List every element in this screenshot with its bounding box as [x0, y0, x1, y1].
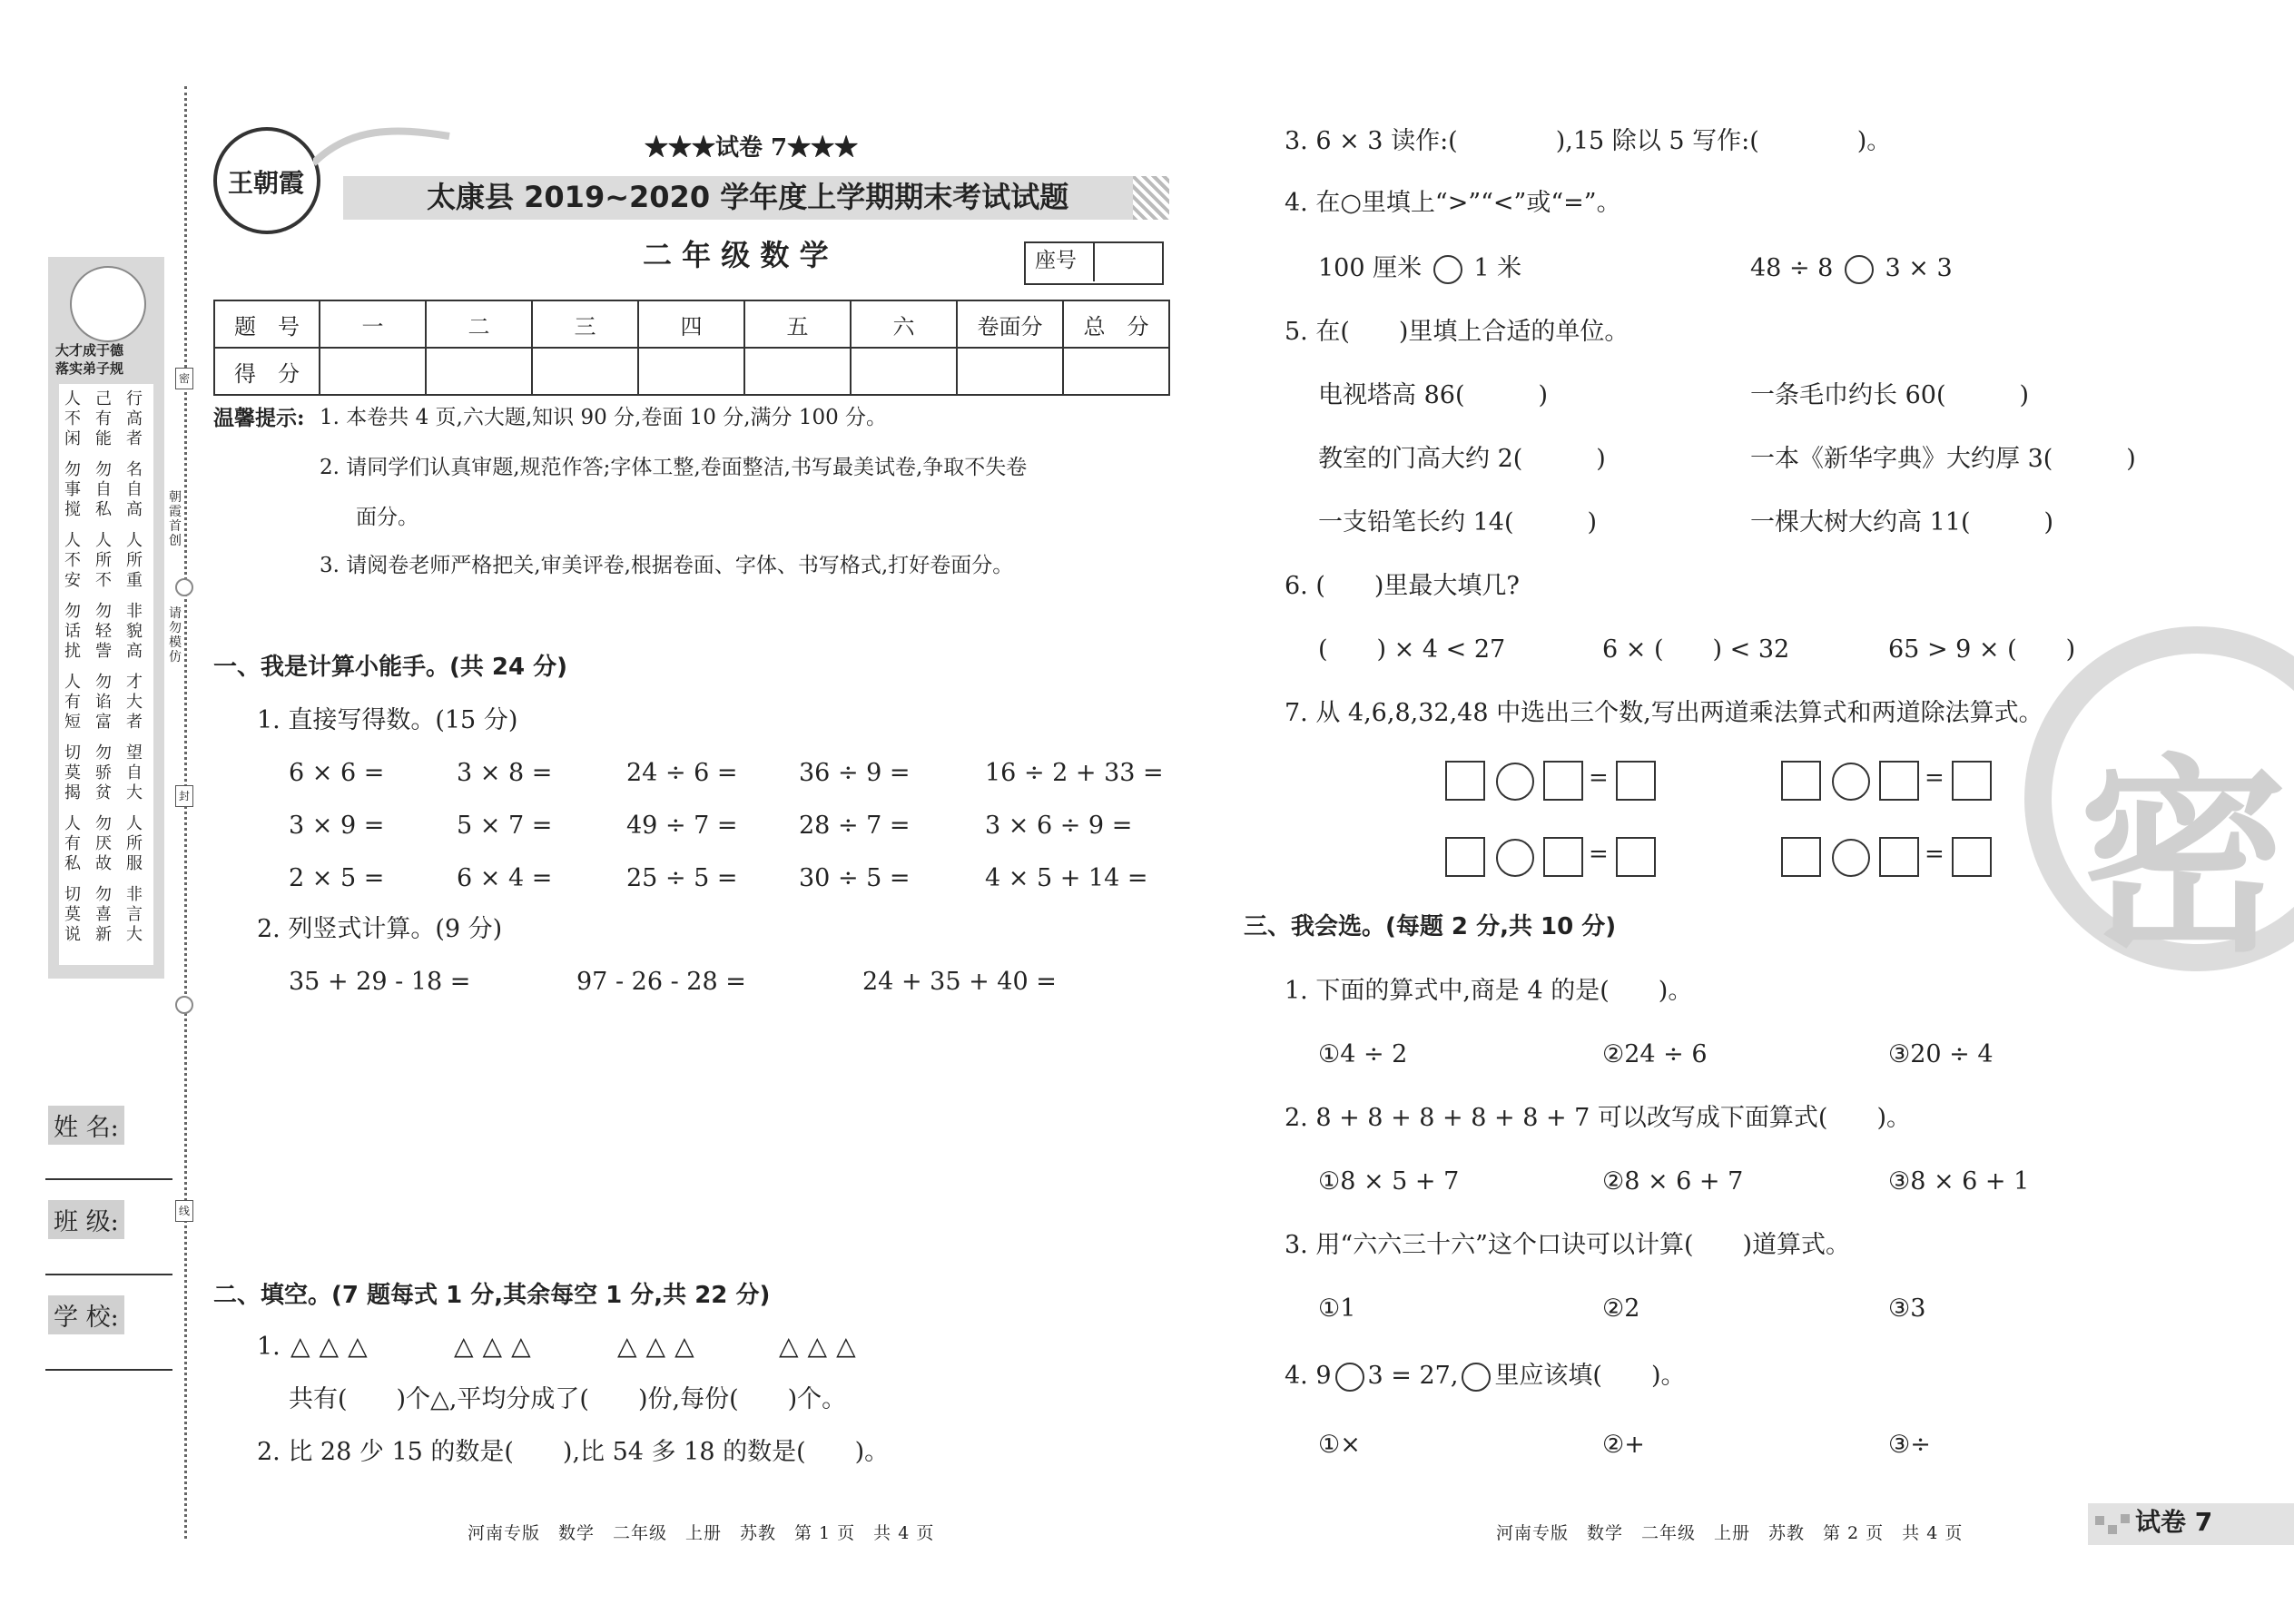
sidebar-motto-panel	[48, 257, 164, 979]
tip-item: 1. 本卷共 4 页,六大题,知识 90 分,卷面 10 分,满分 100 分。	[320, 406, 888, 429]
seal-mark-box: 封	[175, 785, 193, 807]
motto-col: 才大者	[126, 673, 143, 732]
question-text: 7. 从 4,6,8,32,48 中选出三个数,写出两道乘法算式和两道除法算式。	[1285, 699, 2043, 727]
calc-item: 3 × 6 ÷ 9 =	[985, 812, 1133, 840]
exam-title: 太康县 2019~2020 学年度上学期期末考试试题	[427, 180, 1069, 214]
table-cell: 卷面分	[957, 300, 1063, 348]
calc-item: 36 ÷ 9 =	[799, 759, 911, 787]
ribbon-decoration-icon	[313, 109, 458, 172]
choice-option[interactable]: ①×	[1318, 1431, 1361, 1459]
answer-box[interactable]	[1445, 837, 1485, 877]
operator-circle-input[interactable]	[1335, 1363, 1364, 1392]
answer-box[interactable]	[1543, 761, 1583, 801]
compare-left: 48 ÷ 8	[1750, 254, 1834, 282]
name-field-line[interactable]	[45, 1178, 172, 1180]
section-heading: 一、我是计算小能手。(共 24 分)	[213, 654, 568, 681]
answer-box[interactable]	[1781, 837, 1821, 877]
compare-right: 3 × 3	[1885, 254, 1953, 282]
operator-circle-input[interactable]	[1832, 763, 1870, 801]
operator-circle-input[interactable]	[1496, 763, 1534, 801]
answer-box[interactable]	[1879, 837, 1919, 877]
answer-box[interactable]	[1616, 837, 1656, 877]
series-label: ★★★试卷 7★★★	[645, 134, 859, 162]
table-cell: 六	[851, 300, 957, 348]
motto-col: 己有能	[95, 389, 112, 448]
exam-subtitle: 二 年 级 数 学	[643, 238, 829, 272]
class-label: 班 级:	[48, 1200, 124, 1239]
triangle-group: △△△	[779, 1331, 865, 1361]
motto-col: 人所不	[95, 531, 112, 590]
table-cell: 二	[426, 300, 532, 348]
triangle-group: △△△	[617, 1331, 704, 1361]
choice-option[interactable]: ②+	[1602, 1431, 1645, 1459]
question-text	[1285, 1362, 1686, 1392]
tip-item: 2. 请同学们认真审题,规范作答;字体工整,卷面整洁,书写最美试卷,争取不失卷	[320, 456, 1028, 479]
seat-label: 座号	[1035, 249, 1077, 272]
inequality-item: ( ) × 4 < 27	[1318, 635, 1506, 664]
inequality-item: 6 × ( ) < 32	[1602, 635, 1790, 664]
page-footer-right: 河南专版 数学 二年级 上册 苏教 第 2 页 共 4 页	[1496, 1523, 1964, 1543]
scholar-illustration-icon	[70, 266, 146, 342]
score-input-cell[interactable]	[320, 348, 426, 395]
question-text: 3. 用“六六三十六”这个口诀可以计算( )道算式。	[1285, 1231, 1851, 1259]
tip-item: 面分。	[356, 506, 418, 529]
tip-item: 3. 请阅卷老师严格把关,审美评卷,根据卷面、字体、书写格式,打好卷面分。	[320, 554, 1014, 577]
motto-col: 人所服	[126, 814, 143, 873]
choice-option[interactable]: ①4 ÷ 2	[1318, 1040, 1408, 1068]
table-row	[214, 348, 1169, 395]
equals-sign: =	[1589, 764, 1609, 792]
question-number: 1.	[257, 1333, 281, 1361]
table-cell: 一	[320, 300, 426, 348]
score-input-cell[interactable]	[957, 348, 1063, 395]
binding-ring-icon	[175, 996, 193, 1014]
motto-col: 人不闲	[64, 389, 81, 448]
publisher-logo	[213, 127, 320, 234]
answer-box[interactable]	[1879, 761, 1919, 801]
unit-item: 一棵大树大约高 11( )	[1750, 508, 2054, 536]
seat-number-input[interactable]	[1095, 243, 1158, 280]
motto-col: 切莫揭	[64, 743, 81, 802]
choice-option[interactable]: ②8 × 6 + 7	[1602, 1167, 1744, 1196]
motto-col: 勿厌故	[95, 814, 112, 873]
motto-col: 勿谄富	[95, 673, 112, 732]
vertical-calc-item: 97 - 26 - 28 =	[576, 968, 746, 996]
school-field-line[interactable]	[45, 1369, 172, 1371]
calc-item: 2 × 5 =	[289, 864, 385, 892]
table-cell: 得 分	[214, 348, 320, 395]
section-heading: 二、填空。(7 题每式 1 分,其余每空 1 分,共 22 分)	[213, 1282, 771, 1309]
tips-label: 温馨提示:	[213, 406, 305, 430]
table-cell: 题 号	[214, 300, 320, 348]
choice-option[interactable]: ①8 × 5 + 7	[1318, 1167, 1460, 1196]
table-cell: 三	[532, 300, 638, 348]
score-input-cell[interactable]	[532, 348, 638, 395]
motto-col: 勿轻訾	[95, 602, 112, 661]
table-cell: 总 分	[1063, 300, 1169, 348]
operator-circle-input[interactable]	[1832, 839, 1870, 877]
question-text: 4. 在○里填上“>”“<”或“=”。	[1285, 189, 1621, 217]
operator-circle-input[interactable]	[1496, 839, 1534, 877]
table-cell: 四	[638, 300, 744, 348]
motto-col: 人有私	[64, 814, 81, 873]
calc-item: 30 ÷ 5 =	[799, 864, 911, 892]
slogan-bottom: 落实弟子规	[55, 360, 124, 377]
compare-item	[1750, 254, 1953, 284]
unit-item: 一支铅笔长约 14( )	[1318, 508, 1598, 536]
q4-post: 3 = 27,	[1367, 1362, 1459, 1390]
question-text: 3. 6 × 3 读作:( ),15 除以 5 写作:( )。	[1285, 127, 1892, 155]
equals-sign: =	[1925, 841, 1944, 868]
name-label: 姓 名:	[48, 1106, 124, 1145]
operator-circle-icon	[1462, 1363, 1491, 1392]
answer-box[interactable]	[1543, 837, 1583, 877]
question-text: 2. 8 + 8 + 8 + 8 + 8 + 7 可以改写成下面算式( )。	[1285, 1104, 1912, 1132]
compare-right: 1 米	[1473, 254, 1522, 282]
answer-box[interactable]	[1952, 837, 1992, 877]
vertical-note: 朝霞首创	[169, 490, 182, 548]
score-input-cell[interactable]	[638, 348, 744, 395]
q4-pre: 4. 9	[1285, 1362, 1332, 1390]
question-title: 1. 直接写得数。(15 分)	[257, 706, 518, 734]
question-text: 共有( )个△,平均分成了( )份,每份( )个。	[289, 1385, 847, 1413]
calc-item: 49 ÷ 7 =	[626, 812, 738, 840]
motto-col: 非貌高	[126, 602, 143, 661]
calc-item: 24 ÷ 6 =	[626, 759, 738, 787]
calc-item: 25 ÷ 5 =	[626, 864, 738, 892]
slogan-top: 大才成于德	[55, 342, 124, 359]
unit-item: 一条毛巾约长 60( )	[1750, 381, 2030, 409]
question-title: 2. 列竖式计算。(9 分)	[257, 915, 503, 943]
equals-sign: =	[1925, 764, 1944, 792]
score-input-cell[interactable]	[851, 348, 957, 395]
table-row	[214, 300, 1169, 348]
question-text: 2. 比 28 少 15 的数是( ),比 54 多 18 的数是( )。	[257, 1438, 890, 1466]
question-text: 5. 在( )里填上合适的单位。	[1285, 318, 1629, 346]
corner-deco-square	[2095, 1516, 2104, 1525]
seal-mark-box: 密	[175, 368, 193, 389]
motto-col: 勿话扰	[64, 602, 81, 661]
score-input-cell[interactable]	[1063, 348, 1169, 395]
seal-mark-box: 线	[175, 1200, 193, 1222]
corner-label: 试卷 7	[2135, 1507, 2213, 1537]
motto-col: 人有短	[64, 673, 81, 732]
calc-item: 6 × 4 =	[457, 864, 553, 892]
motto-grid	[59, 384, 153, 965]
question-text: 6. ( )里最大填几?	[1285, 572, 1520, 600]
choice-option[interactable]: ③3	[1888, 1294, 1926, 1323]
motto-col: 切莫说	[64, 885, 81, 944]
calc-item: 28 ÷ 7 =	[799, 812, 911, 840]
binding-ring-icon	[175, 578, 193, 596]
class-field-line[interactable]	[45, 1274, 172, 1275]
vertical-note: 请勿模仿	[169, 606, 182, 664]
choice-option[interactable]: ②2	[1602, 1294, 1640, 1323]
calc-item: 16 ÷ 2 + 33 =	[985, 759, 1164, 787]
calc-item: 3 × 9 =	[289, 812, 385, 840]
table-cell: 五	[744, 300, 851, 348]
calc-item: 4 × 5 + 14 =	[985, 864, 1148, 892]
motto-col: 勿喜新	[95, 885, 112, 944]
equals-sign: =	[1589, 841, 1609, 868]
corner-deco-square	[2108, 1525, 2117, 1534]
score-table	[213, 300, 1170, 396]
choice-option[interactable]: ③8 × 6 + 1	[1888, 1167, 2030, 1196]
school-label: 学 校:	[48, 1295, 124, 1334]
motto-col: 勿骄贫	[95, 743, 112, 802]
motto-col: 勿事搅	[64, 460, 81, 519]
vertical-calc-item: 35 + 29 - 18 =	[289, 968, 471, 996]
answer-box[interactable]	[1616, 761, 1656, 801]
choice-option[interactable]: ③20 ÷ 4	[1888, 1040, 1994, 1068]
vertical-calc-item: 24 + 35 + 40 =	[862, 968, 1057, 996]
motto-col: 名自高	[126, 460, 143, 519]
motto-col: 望自大	[126, 743, 143, 802]
unit-item: 一本《新华字典》大约厚 3( )	[1750, 445, 2136, 473]
logo-text: 王朝霞	[228, 168, 305, 198]
choice-option[interactable]: ①1	[1318, 1294, 1356, 1323]
motto-col: 勿自私	[95, 460, 112, 519]
page-footer-left: 河南专版 数学 二年级 上册 苏教 第 1 页 共 4 页	[468, 1523, 935, 1543]
q4-end: 里应该填( )。	[1494, 1362, 1686, 1390]
unit-item: 教室的门高大约 2( )	[1318, 445, 1606, 473]
compare-circle-input[interactable]	[1433, 255, 1462, 284]
choice-option[interactable]: ③÷	[1888, 1431, 1931, 1459]
title-band-pattern	[1133, 176, 1169, 220]
unit-item: 电视塔高 86( )	[1318, 381, 1549, 409]
triangle-group: △△△	[290, 1331, 377, 1361]
motto-col: 行高者	[126, 389, 143, 448]
triangle-group: △△△	[454, 1331, 540, 1361]
calc-item: 6 × 6 =	[289, 759, 385, 787]
calc-item: 3 × 8 =	[457, 759, 553, 787]
section-heading: 三、我会选。(每题 2 分,共 10 分)	[1244, 913, 1617, 940]
inequality-item: 65 > 9 × ( )	[1888, 635, 2076, 664]
calc-item: 5 × 7 =	[457, 812, 553, 840]
binding-dotted-line	[184, 86, 187, 1539]
corner-deco-square	[2121, 1514, 2130, 1523]
compare-circle-input[interactable]	[1845, 255, 1874, 284]
score-input-cell[interactable]	[744, 348, 851, 395]
choice-option[interactable]: ②24 ÷ 6	[1602, 1040, 1708, 1068]
compare-left: 100 厘米	[1318, 254, 1423, 282]
answer-box[interactable]	[1952, 761, 1992, 801]
answer-box[interactable]	[1445, 761, 1485, 801]
motto-col: 人不安	[64, 531, 81, 590]
motto-col: 非言大	[126, 885, 143, 944]
score-input-cell[interactable]	[426, 348, 532, 395]
question-text: 1. 下面的算式中,商是 4 的是( )。	[1285, 977, 1693, 1005]
motto-col: 人所重	[126, 531, 143, 590]
answer-box[interactable]	[1781, 761, 1821, 801]
compare-item	[1318, 254, 1521, 284]
watermark-seal-icon: 密	[2079, 738, 2289, 980]
